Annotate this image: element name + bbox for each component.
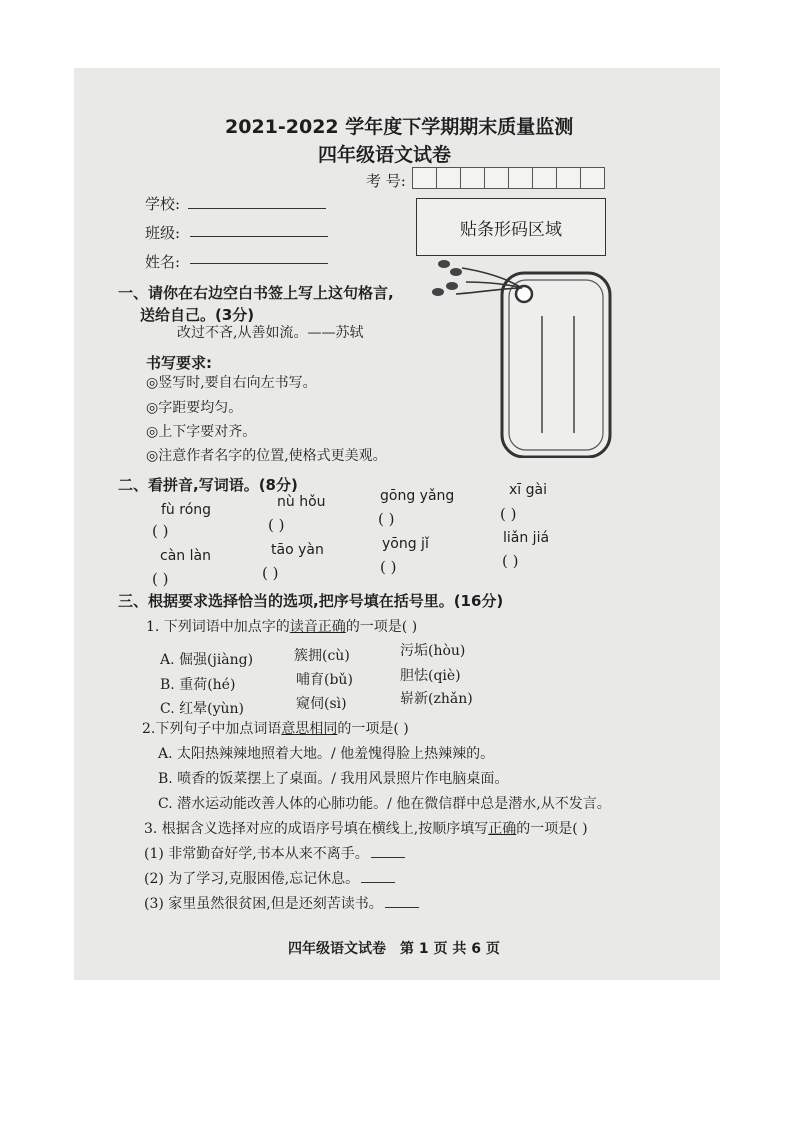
- answer-blank[interactable]: [385, 897, 419, 908]
- exam-number-cell[interactable]: [412, 167, 437, 189]
- q1-option: A. 倔强(jiàng): [160, 652, 254, 668]
- q3-item: [144, 893, 419, 913]
- section2-heading: 二、看拼音,写词语。(8分): [118, 476, 298, 494]
- section1-quote: 改过不吝,从善如流。——苏轼: [177, 325, 364, 341]
- q2-option: B. 喷香的饭菜摆上了桌面。/ 我用风景照片作电脑桌面。: [158, 771, 509, 787]
- school-field[interactable]: [188, 208, 326, 209]
- barcode-label: 贴条形码区域: [460, 219, 562, 240]
- exam-number-cell[interactable]: [533, 167, 557, 189]
- q3-stem-key: 正确: [488, 821, 517, 837]
- answer-blank[interactable]: [371, 847, 405, 858]
- q2-option: C. 潜水运动能改善人体的心肺功能。/ 他在微信群中总是潜水,从不发言。: [158, 796, 611, 812]
- barcode-area: [416, 198, 606, 256]
- pinyin-item: xī gài: [509, 482, 547, 498]
- exam-number-cell[interactable]: [437, 167, 461, 189]
- exam-number-boxes[interactable]: [412, 167, 605, 189]
- class-label: 班级:: [145, 224, 181, 242]
- exam-number-cell[interactable]: [509, 167, 533, 189]
- q1-option: 崭新(zhǎn): [400, 691, 473, 707]
- section1-heading-line2: 送给自己。(3分): [140, 306, 255, 324]
- q3-item: [144, 843, 405, 863]
- section3-heading: 三、根据要求选择恰当的选项,把序号填在括号里。(16分): [118, 592, 504, 610]
- section1-heading-line1: 一、请你在右边空白书签上写上这句格言,: [118, 284, 394, 302]
- answer-blank[interactable]: [361, 872, 395, 883]
- q1-option: 污垢(hòu): [400, 643, 466, 659]
- exam-number-label: 考 号:: [366, 172, 406, 190]
- q1-stem-text: 1. 下列词语中加点字的: [146, 619, 290, 635]
- name-label: 姓名:: [145, 253, 181, 271]
- q1-option: C. 红晕(yùn): [160, 701, 244, 717]
- exam-number-cell[interactable]: [485, 167, 509, 189]
- requirement-item: ◎竖写时,要自右向左书写。: [146, 375, 317, 391]
- answer-paren[interactable]: ( ): [152, 570, 169, 588]
- q3-stem-text: 3. 根据含义选择对应的成语序号填在横线上,按顺序填写: [144, 821, 489, 837]
- answer-paren[interactable]: ( ): [268, 516, 285, 534]
- q2-stem-key: 意思相同: [281, 721, 338, 737]
- answer-paren[interactable]: ( ): [262, 564, 279, 582]
- class-field[interactable]: [190, 236, 328, 237]
- q1-stem: [146, 616, 417, 636]
- q3-item-text: (3) 家里虽然很贫困,但是还刻苦读书。: [144, 896, 383, 912]
- page-footer: 四年级语文试卷 第 1 页 共 6 页: [288, 941, 500, 957]
- pinyin-item: gōng yǎng: [380, 488, 455, 504]
- name-field[interactable]: [190, 263, 328, 264]
- q2-stem-paren[interactable]: 的一项是( ): [337, 721, 409, 737]
- requirements-title: 书写要求:: [146, 354, 212, 372]
- answer-paren[interactable]: ( ): [380, 558, 397, 576]
- exam-number-cell[interactable]: [557, 167, 581, 189]
- requirement-item: ◎字距要均匀。: [146, 400, 243, 416]
- answer-paren[interactable]: ( ): [152, 522, 169, 540]
- q1-option: 胆怯(qiè): [400, 668, 461, 684]
- q3-stem-paren[interactable]: 的一项是( ): [516, 821, 588, 837]
- answer-paren[interactable]: ( ): [378, 510, 395, 528]
- q3-item-text: (2) 为了学习,克服困倦,忘记休息。: [144, 871, 360, 887]
- q2-stem-text: 2.下列句子中加点词语: [142, 721, 282, 737]
- school-label: 学校:: [145, 195, 181, 213]
- pinyin-item: tāo yàn: [271, 542, 324, 558]
- q3-item: [144, 868, 395, 888]
- q1-option: B. 重荷(hé): [160, 677, 236, 693]
- q1-option: 哺育(bǔ): [296, 672, 353, 688]
- q3-item-text: (1) 非常勤奋好学,书本从来不离手。: [144, 846, 369, 862]
- q1-option: 簇拥(cù): [294, 648, 350, 664]
- q2-stem: [142, 718, 409, 738]
- exam-subtitle: 四年级语文试卷: [318, 144, 452, 166]
- bookmark-icon: [426, 258, 616, 458]
- q1-stem-key: 读音正确: [289, 619, 346, 635]
- answer-paren[interactable]: ( ): [502, 552, 519, 570]
- pinyin-item: fù róng: [161, 502, 212, 518]
- answer-paren[interactable]: ( ): [500, 505, 517, 523]
- pinyin-item: yōng jǐ: [382, 536, 429, 552]
- pinyin-item: càn làn: [160, 548, 211, 564]
- q3-stem: [144, 818, 588, 838]
- requirement-item: ◎注意作者名字的位置,使格式更美观。: [146, 448, 387, 464]
- pinyin-item: liǎn jiá: [503, 530, 550, 546]
- requirement-item: ◎上下字要对齐。: [146, 424, 257, 440]
- q1-stem-paren[interactable]: 的一项是( ): [345, 619, 418, 635]
- exam-number-cell[interactable]: [461, 167, 485, 189]
- exam-number-cell[interactable]: [581, 167, 605, 189]
- q1-option: 窥伺(sì): [296, 696, 347, 712]
- pinyin-item: nù hǒu: [277, 494, 326, 510]
- q2-option: A. 太阳热辣辣地照着大地。/ 他羞愧得脸上热辣辣的。: [158, 746, 495, 762]
- exam-title: 2021-2022 学年度下学期期末质量监测: [225, 116, 574, 138]
